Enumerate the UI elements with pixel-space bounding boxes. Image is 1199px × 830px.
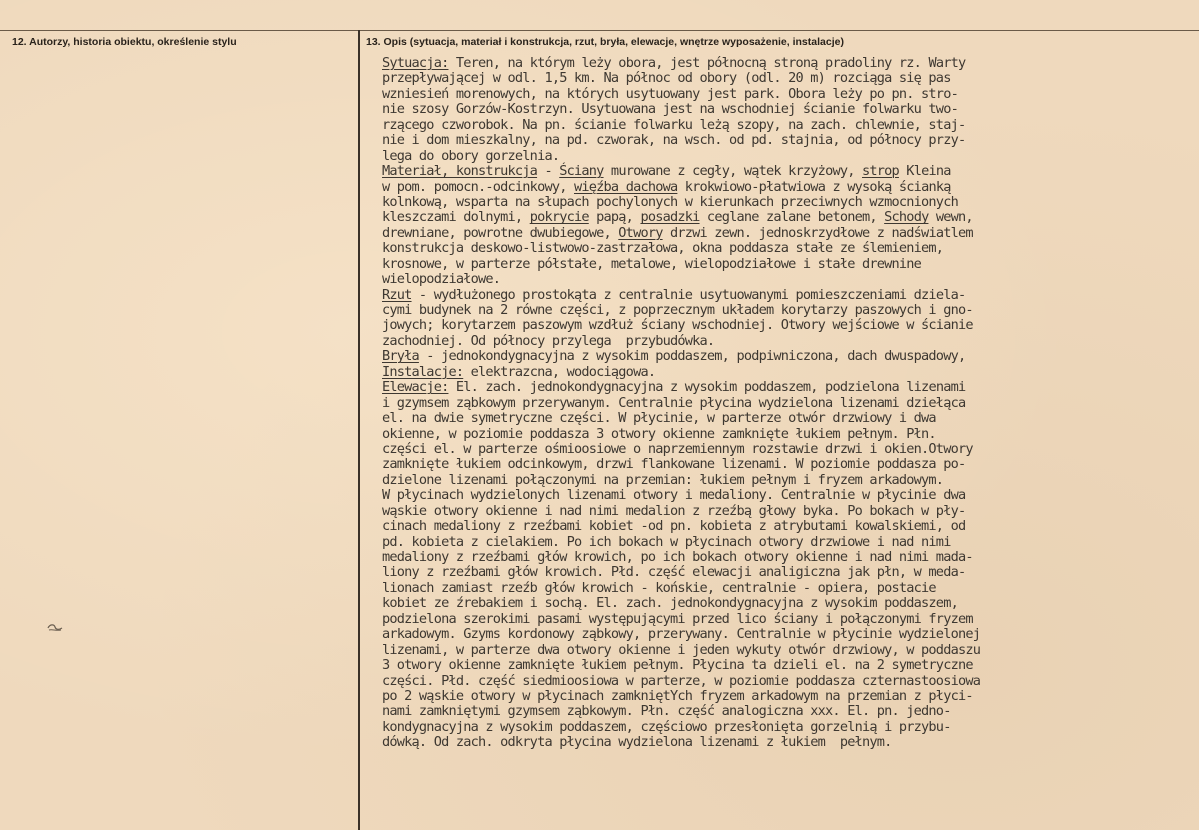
text-line xyxy=(382,596,1192,611)
text-segment: w pom. pomocn.-odcinkowy, xyxy=(382,178,574,195)
text-segment: cinach medaliony z rzeźbami kobiet -od pn. kobieta z atrybutami kowalskiemi, od xyxy=(382,518,966,535)
text-segment: wielopodziałowe. xyxy=(382,271,501,288)
text-line xyxy=(382,87,1192,102)
text-segment: El. zach. jednokondygnacyjna z wysokim poddaszem, podzielona lizenami xyxy=(448,379,966,396)
text-segment: murowane z cegły, wątek krzyżowy, xyxy=(603,163,862,180)
text-line xyxy=(382,149,1192,164)
text-segment: kondygnacyjna z wysokim poddaszem, częściowo przesłonięta gorzelnią i przybu- xyxy=(382,718,951,735)
underlined-term: Bryła xyxy=(382,348,419,365)
underlined-term: Instalacje: xyxy=(382,363,464,380)
text-line xyxy=(382,504,1192,519)
text-segment: - xyxy=(537,163,560,180)
text-line xyxy=(382,226,1192,241)
text-segment: lizenami, w parterze dwa otwory okienne i jeden wykuty otwór drzwiowy, w poddaszu xyxy=(382,641,981,658)
text-segment: kobiet ze źrebakiem i sochą. El. zach. jednokondygnacyjna z wysokim poddaszem, xyxy=(382,595,958,612)
text-line xyxy=(382,473,1192,488)
text-line xyxy=(382,288,1192,303)
text-segment: dówką. Od zach. odkryta płycina wydzielona lizenami z łukiem pełnym. xyxy=(382,734,892,751)
text-line xyxy=(382,118,1192,133)
text-line xyxy=(382,735,1192,750)
text-line xyxy=(382,442,1192,457)
text-segment: nie szosy Gorzów-Kostrzyn. Usytuowana jest na wschodniej ścianie folwarku two- xyxy=(382,101,958,118)
text-line xyxy=(382,396,1192,411)
text-line xyxy=(382,627,1192,642)
text-segment: zachodniej. Od północy przylega przybudówka. xyxy=(382,332,715,349)
column-divider xyxy=(358,30,360,830)
text-segment: kleszczami dolnymi, xyxy=(382,209,530,226)
text-segment: rzącego czworobok. Na pn. ścianie folwarku leżą szopy, na zach. chlewnie, staj- xyxy=(382,116,966,133)
text-segment: podzielona szerokimi pasami występującymi przed lico ściany i połączonymi fryzem xyxy=(382,610,973,627)
text-segment: medaliony z rzeźbami głów krowich, po ich bokach otwory okienne i nad nimi mada- xyxy=(382,549,973,565)
text-line xyxy=(382,318,1192,333)
text-segment: cymi budynek na 2 równe części, z poprzecznym układem korytarzy paszowych i gno- xyxy=(382,302,973,318)
text-line xyxy=(382,519,1192,534)
underlined-term: strop xyxy=(862,163,899,180)
text-segment: - wydłużonego prostokąta z centralnie usytuowanymi pomieszczeniami dziela- xyxy=(411,286,966,303)
description-text xyxy=(382,56,1192,751)
text-line xyxy=(382,704,1192,719)
text-segment: zamknięte łukiem odcinkowym, drzwi flankowane lizenami. W poziomie poddasza po- xyxy=(382,456,966,473)
text-segment: dzielone lizenami połączonymi na przemian: łukiem pełnym i fryzem arkadowym. xyxy=(382,471,944,488)
text-segment: wzniesień morenowych, na których usytuowany jest park. Obora leży po pn. stro- xyxy=(382,85,958,102)
section-12-header: 12. Autorzy, historia obiektu, określenie stylu xyxy=(12,36,237,48)
underlined-term: więźba dachowa xyxy=(574,178,678,195)
top-rule xyxy=(0,30,1199,31)
text-line xyxy=(382,427,1192,442)
text-line xyxy=(382,565,1192,580)
text-line xyxy=(382,133,1192,148)
text-line xyxy=(382,180,1192,195)
text-segment: okienne, w poziomie poddasza 3 otwory okienne zamknięte łukiem pełnym. Płn. xyxy=(382,425,936,442)
text-line xyxy=(382,164,1192,179)
text-segment: nie i dom mieszkalny, na pd. czworak, na wsch. od pd. stajnia, od północy przy- xyxy=(382,132,966,149)
text-segment: - jednokondygnacyjna z wysokim poddaszem, podpiwniczona, dach dwuspadowy, xyxy=(418,348,966,365)
text-line xyxy=(382,612,1192,627)
text-line xyxy=(382,411,1192,426)
text-line xyxy=(382,380,1192,395)
text-segment: i gzymsem ząbkowym przerywanym. Centralnie płycina wydzielona lizenami dziełąca xyxy=(382,394,966,411)
pencil-mark xyxy=(46,621,64,633)
text-segment: wewn, xyxy=(928,209,973,226)
underlined-term: Schody xyxy=(884,209,929,226)
text-line xyxy=(382,674,1192,689)
text-segment: przepływającej w odl. 1,5 km. Na północ od obory (odl. 20 m) rozciąga się pas xyxy=(382,70,951,87)
text-segment: liony z rzeźbami głów krowich. Płd. część elewacji analigiczna jak płn, w meda- xyxy=(382,564,966,581)
text-segment: Teren, na którym leży obora, jest północną stroną pradoliny rz. Warty xyxy=(448,55,966,71)
text-segment: Kleina xyxy=(898,163,951,180)
text-segment: elektrazcna, wodociągowa. xyxy=(463,363,656,380)
text-line xyxy=(382,535,1192,550)
text-line xyxy=(382,488,1192,503)
underlined-term: pokrycie xyxy=(529,209,589,226)
section-13-header: 13. Opis (sytuacja, materiał i konstrukcja, rzut, bryła, elewacje, wnętrze wyposażenie, instalacje) xyxy=(366,36,844,48)
underlined-term: Elewacje: xyxy=(382,379,449,396)
text-segment: arkadowym. Gzyms kordonowy ząbkowy, przerywany. Centralnie w płycinie wydzielonej xyxy=(382,626,981,643)
underlined-term: Ściany xyxy=(559,163,604,180)
text-line xyxy=(382,334,1192,349)
text-line xyxy=(382,457,1192,472)
text-line xyxy=(382,643,1192,658)
text-segment: pd. kobieta z cielakiem. Po ich bokach w płycinach otwory drzwiowe i nad nimi xyxy=(382,533,951,550)
text-segment: drzwi zewn. jednoskrzydłowe z nadświatlem xyxy=(662,224,973,241)
text-line xyxy=(382,349,1192,364)
text-line xyxy=(382,303,1192,318)
text-segment: drewniane, powrotne dwubiegowe, xyxy=(382,224,619,241)
text-segment: 3 otwory okienne zamknięte łukiem pełnym. Płycina ta dzieli el. na 2 symetryczne xyxy=(382,657,973,674)
underlined-term: Otwory xyxy=(618,224,663,241)
text-line xyxy=(382,550,1192,565)
text-line xyxy=(382,658,1192,673)
underlined-term: Materiał, konstrukcja xyxy=(382,163,538,180)
text-segment: W płycinach wydzielonych lizenami otwory i medaliony. Centralnie w płycinie dwa xyxy=(382,487,966,504)
text-line xyxy=(382,56,1192,71)
text-segment: części. Płd. część siedmioosiowa w parterze, w poziomie poddasza czternastoosiowa xyxy=(382,672,981,689)
underlined-term: posadzki xyxy=(640,209,700,226)
text-line xyxy=(382,71,1192,86)
text-segment: krosnowe, w parterze półstałe, metalowe, wielopodziałowe i stałe drewnine xyxy=(382,255,922,272)
text-line xyxy=(382,365,1192,380)
text-segment: po 2 wąskie otwory w płycinach zamkniętYch fryzem arkadowym na przemian z płyci- xyxy=(382,687,973,704)
text-segment: wąskie otwory okienne i nad nimi medalion z rzeźbą głowy byka. Po bokach w pły- xyxy=(382,502,966,519)
text-line xyxy=(382,720,1192,735)
text-segment: lionach zamiast rzeźb głów krowich - końskie, centralnie - opiera, postacie xyxy=(382,579,936,596)
text-segment: konstrukcja deskowo-listwowo-zastrzałowa, okna poddasza stałe ze ślemieniem, xyxy=(382,240,944,257)
underlined-term: Rzut xyxy=(382,286,412,303)
text-line xyxy=(382,272,1192,287)
underlined-term: Sytuacja: xyxy=(382,55,449,71)
text-line xyxy=(382,210,1192,225)
text-line xyxy=(382,241,1192,256)
text-segment: jowych; korytarzem paszowym wzdłuż ściany wschodniej. Otwory wejściowe w ścianie xyxy=(382,317,973,334)
text-line xyxy=(382,257,1192,272)
text-segment: części el. w parterze ośmioosiowe o naprzemiennym rozstawie drzwi i okien.Otwory xyxy=(382,440,973,457)
text-segment: krokwiowo-płatwiowa z wysoką ścianką xyxy=(677,178,951,195)
text-line xyxy=(382,689,1192,704)
text-segment: kolnkową, wsparta na słupach pochylonych w kierunkach przeciwnych wzmocnionych xyxy=(382,193,958,210)
text-line xyxy=(382,195,1192,210)
text-segment: papą, xyxy=(588,209,641,226)
text-segment: nami zamkniętymi gzymsem ząbkowym. Płn. część analogiczna xxx. El. pn. jedno- xyxy=(382,703,951,720)
text-segment: el. na dwie symetryczne części. W płycinie, w parterze otwór drzwiowy i dwa xyxy=(382,410,936,427)
text-segment: lega do obory gorzelnia. xyxy=(382,147,560,164)
text-segment: ceglane zalane betonem, xyxy=(699,209,885,226)
text-line xyxy=(382,581,1192,596)
text-line xyxy=(382,102,1192,117)
